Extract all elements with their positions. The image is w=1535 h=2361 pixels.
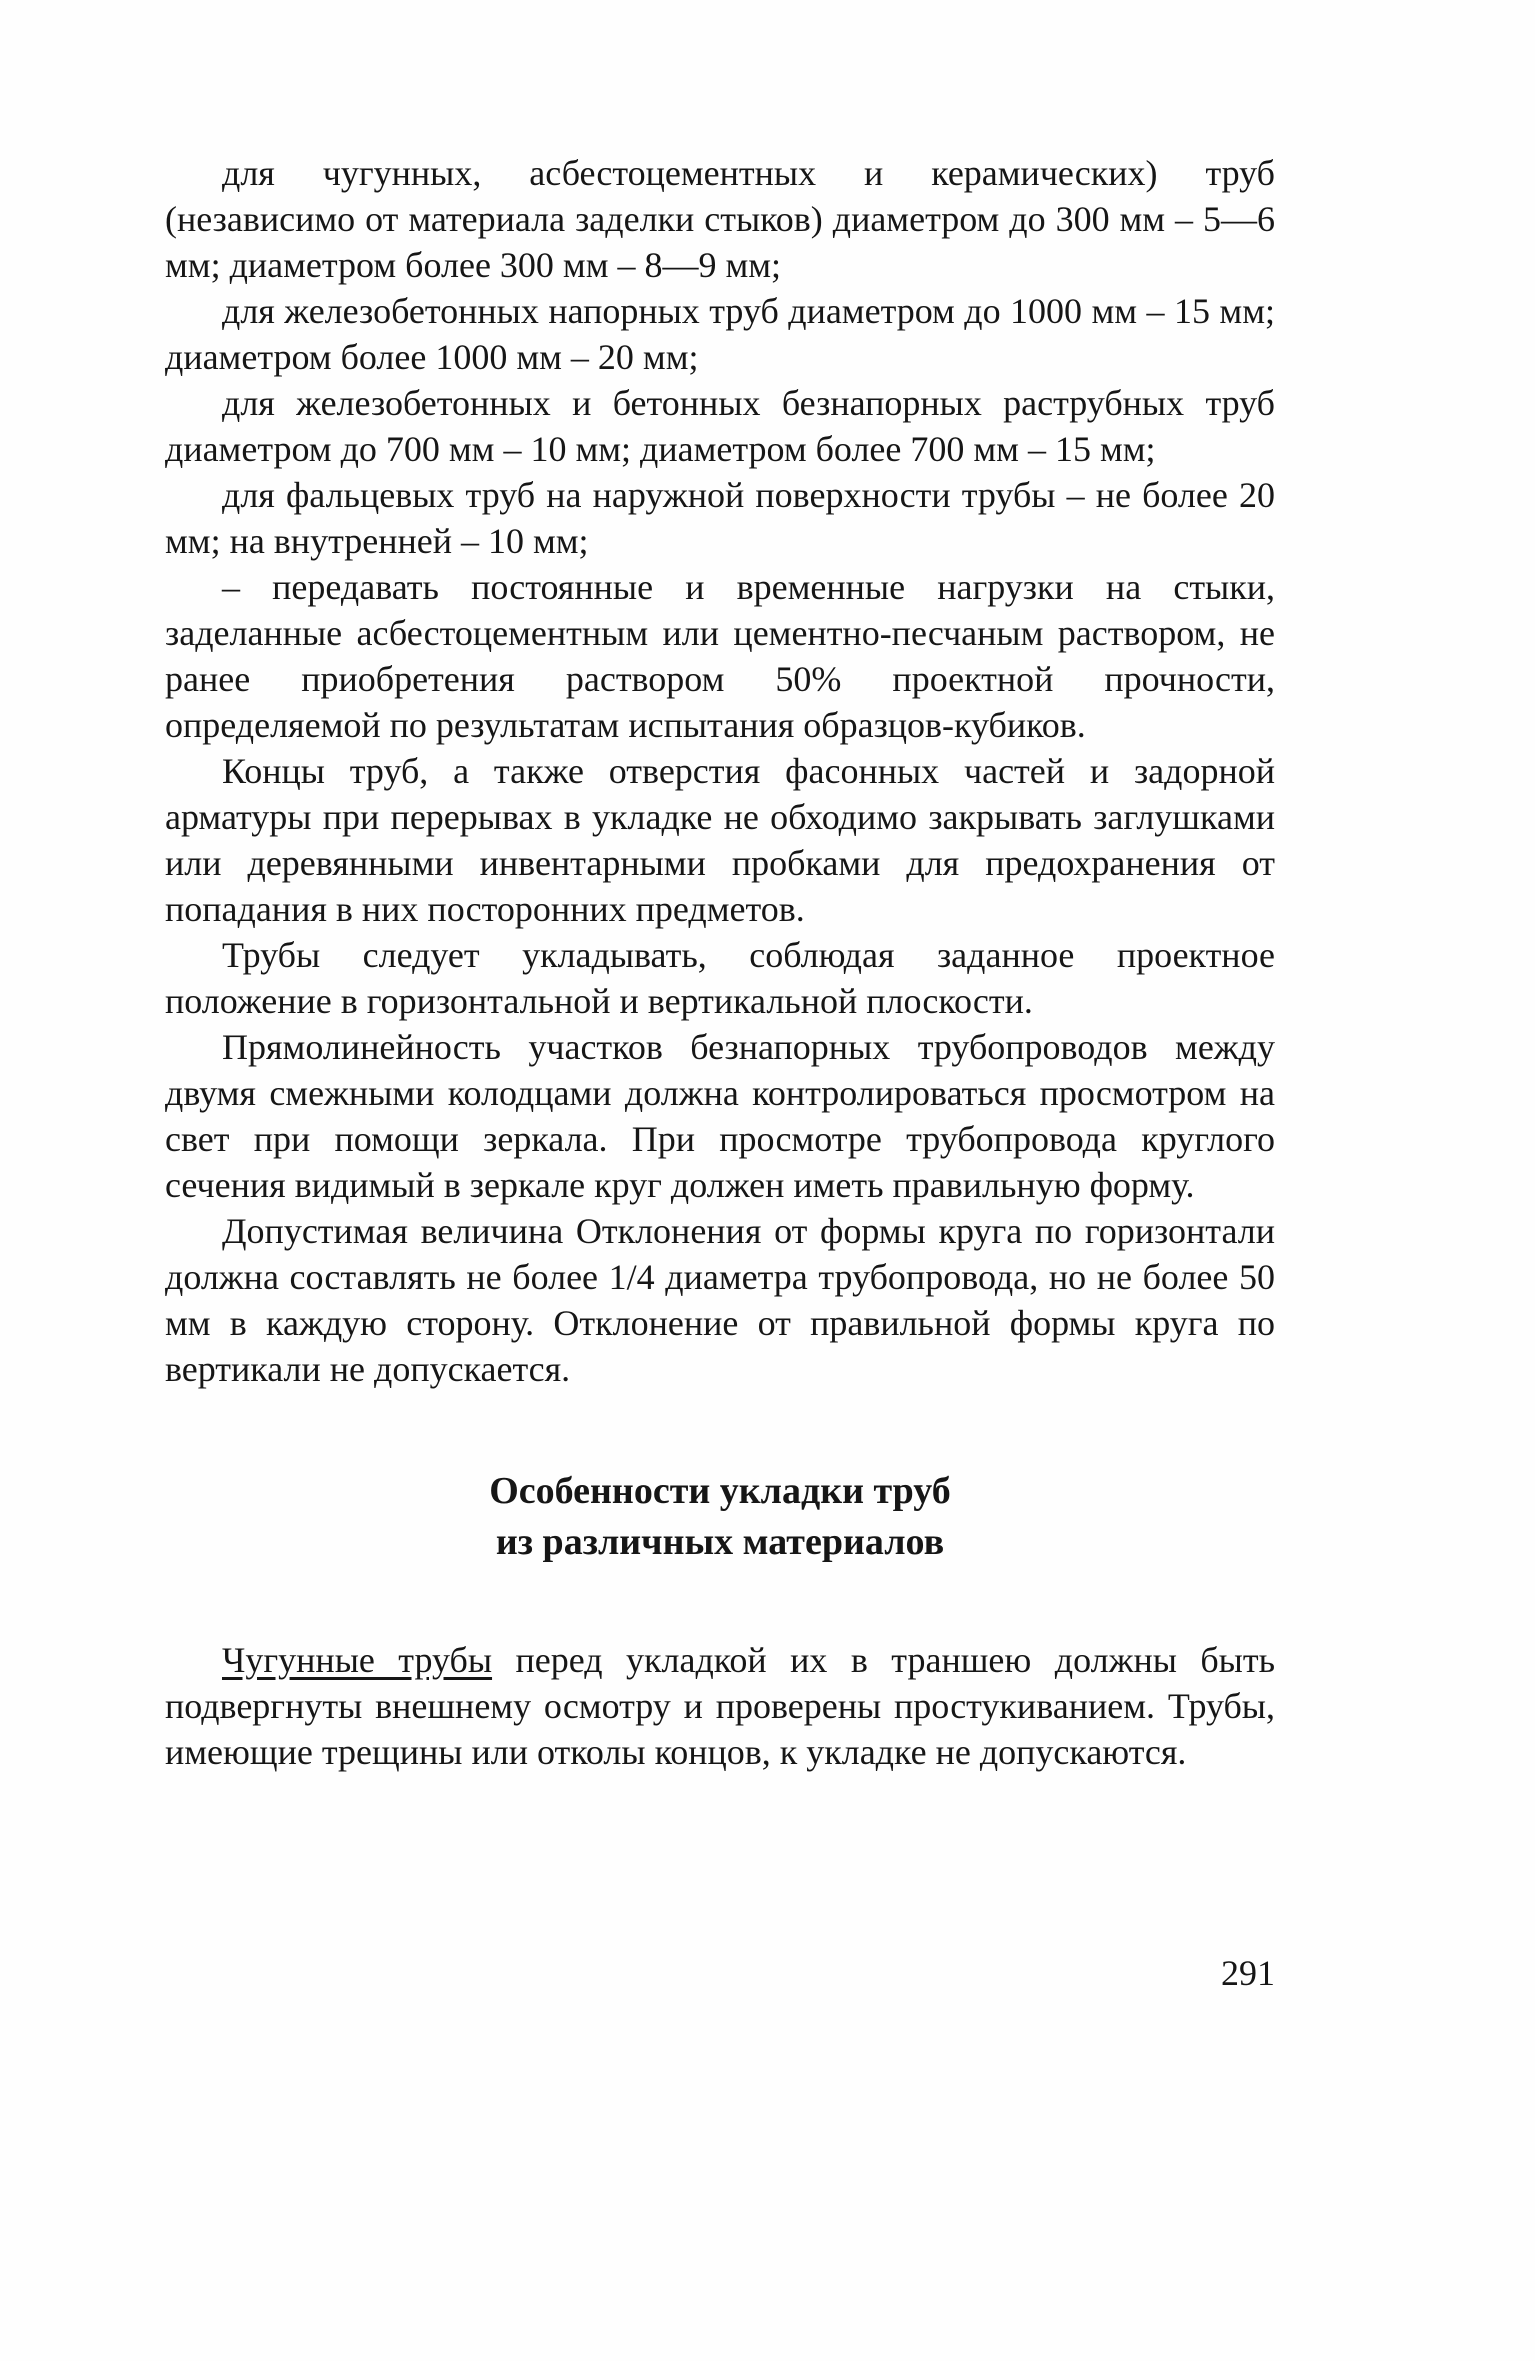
final-paragraph	[165, 1637, 1275, 1775]
section-heading-line1: Особенности укладки труб	[489, 1470, 951, 1512]
paragraph: для чугунных, асбестоцементных и керамических) труб (независимо от материала заделки стыков) диаметром до 300 мм – 5—6 мм; диаметром более 300 мм – 8—9 мм;	[165, 153, 1275, 285]
paragraph: для железобетонных напорных труб диаметром до 1000 мм – 15 мм; диаметром более 1000 мм – 20 мм;	[165, 291, 1275, 377]
paragraph: Концы труб, а также отверстия фасонных частей и задорной арматуры при перерывах в укладке не обходимо закрывать заглушками или деревянными инвентарными пробками для предохранения от попадания в них посторонних предметов.	[165, 751, 1275, 929]
page-number: 291	[1221, 1953, 1275, 1993]
text-block	[165, 150, 1275, 1775]
paragraph: Трубы следует укладывать, соблюдая заданное проектное положение в горизонтальной и вертикальной плоскости.	[165, 935, 1275, 1021]
section-heading	[165, 1466, 1275, 1569]
underlined-term: Чугунные трубы	[222, 1639, 493, 1680]
paragraph: – передавать постоянные и временные нагрузки на стыки, заделанные асбестоцементным или цементно-песчаным раствором, не ранее приобретения раствором 50% проектной прочности, определяемой по результатам испытания образцов-кубиков.	[165, 567, 1275, 745]
final-paragraph-text: перед укладкой их в траншею должны быть подвергнуты внешнему осмотру и проверены простукиванием. Трубы, имеющие трещины или отколы концов, к укладке не допускаются.	[165, 1639, 1275, 1772]
paragraph: Допустимая величина Отклонения от формы круга по горизонтали должна составлять не более 1/4 диаметра трубопровода, но не более 50 мм в каждую сторону. Отклонение от правильной формы круга по вертикали не допускается.	[165, 1211, 1275, 1389]
paragraph: Прямолинейность участков безнапорных трубопроводов между двумя смежными колодцами должна контролироваться просмотром на свет при помощи зеркала. При просмотре трубопровода круглого сечения видимый в зеркале круг должен иметь правильную форму.	[165, 1027, 1275, 1205]
paragraph: для фальцевых труб на наружной поверхности трубы – не более 20 мм; на внутренней – 10 мм;	[165, 475, 1275, 561]
section-heading-line2: из различных материалов	[495, 1521, 945, 1564]
paragraph: для железобетонных и бетонных безнапорных раструбных труб диаметром до 700 мм – 10 мм; диаметром более 700 мм – 15 мм;	[165, 383, 1275, 469]
